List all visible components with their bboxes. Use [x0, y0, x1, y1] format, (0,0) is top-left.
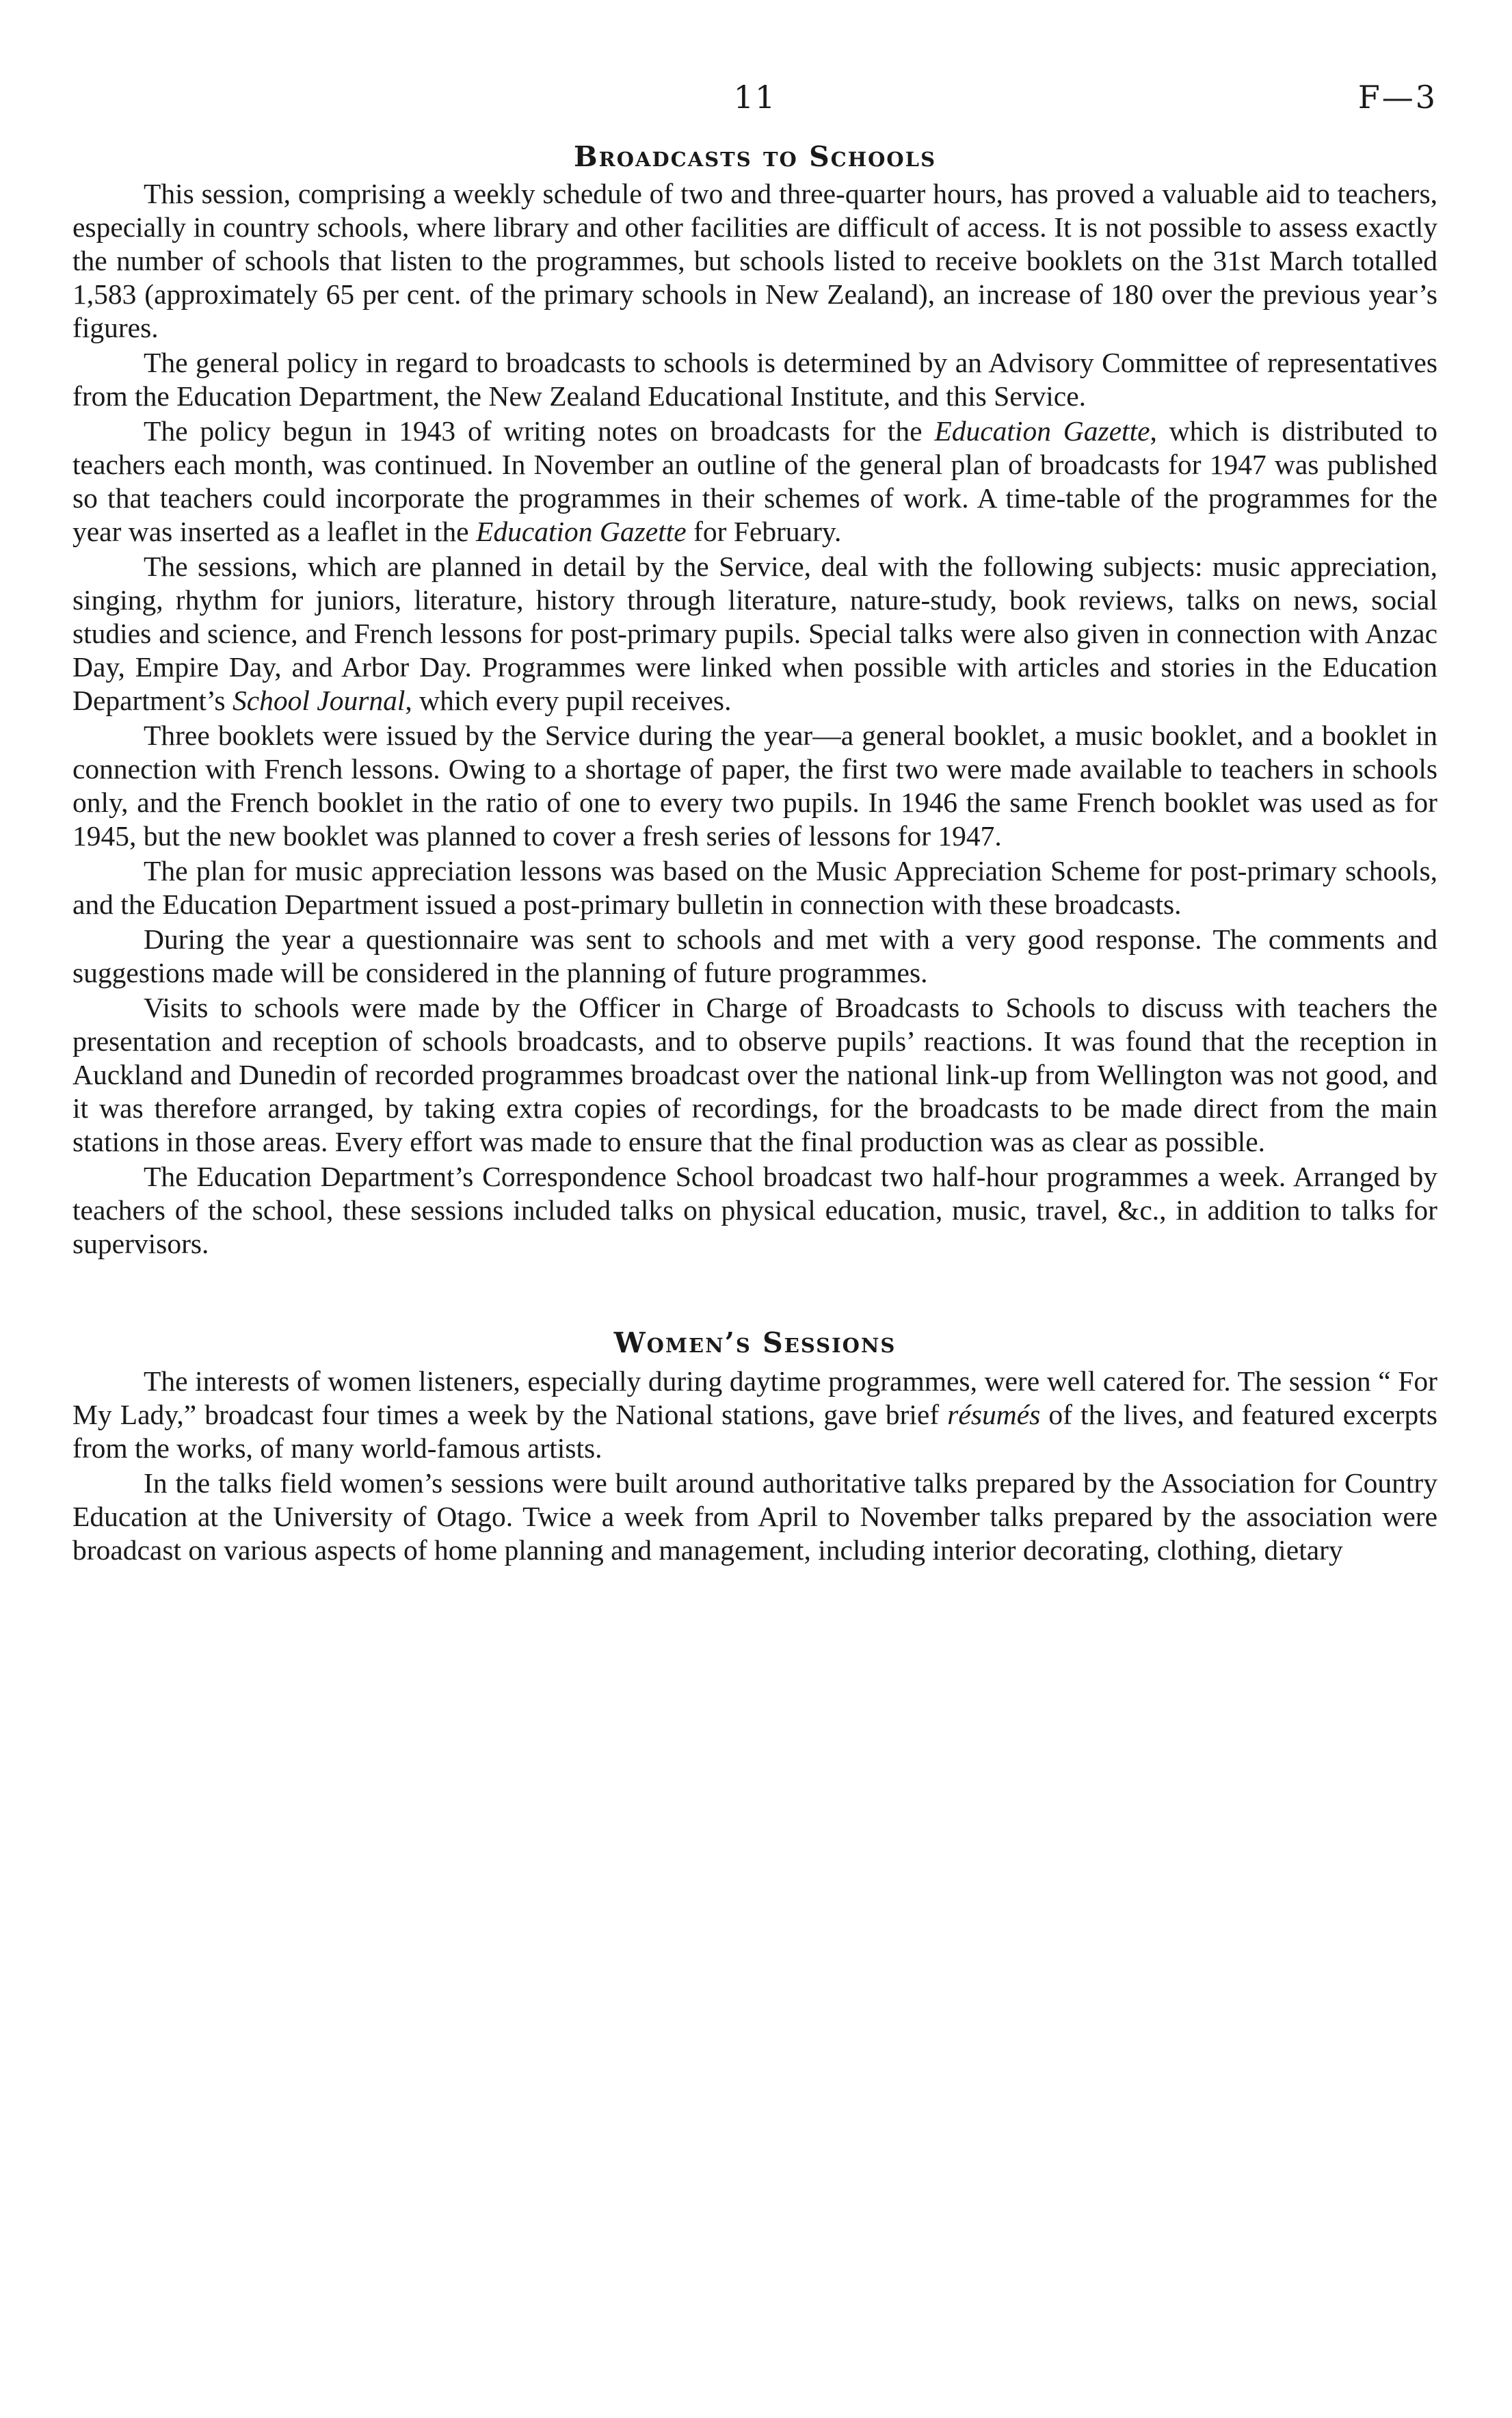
section-womens-sessions	[72, 1326, 1437, 1567]
paragraph	[72, 1365, 1437, 1465]
italic-term: résumés	[947, 1399, 1041, 1430]
paragraph: In the talks field women’s sessions were built around authoritative talks prepared by the Association for Country Education at the University of Otago. Twice a week from April to November talks prepared by the association were broadcast on various aspects of home planning and management, including interior decorating, clothing, dietary	[72, 1467, 1437, 1566]
paragraph: The plan for music appreciation lessons was based on the Music Appreciation Scheme for post-primary schools, and the Education Department issued a post-primary bulletin in connection with these broadcasts.	[72, 855, 1437, 920]
paragraph	[72, 550, 1437, 718]
paragraph: Visits to schools were made by the Officer in Charge of Broadcasts to Schools to discuss with teachers the presentation and reception of schools broadcasts, and to observe pupils’ reactions. It was found that the reception in Auckland and Dunedin of recorded programmes broadcast over the national link-up from Wellington was not good, and it was therefore arranged, by taking extra copies of recordings, for the broadcasts to be made direct from the main stations in those areas. Every effort was made to ensure that the final production was as clear as possible.	[72, 992, 1437, 1157]
paragraph	[72, 415, 1437, 549]
publication-title: Education Gazette	[475, 516, 687, 547]
document-page	[72, 79, 1437, 1568]
paragraph: The Education Department’s Correspondence School broadcast two half-hour programmes a week. Arranged by teachers of the school, these sessions included talks on physical education, music, travel, &c., in addition to talks for supervisors.	[72, 1161, 1437, 1259]
paragraph: This session, comprising a weekly schedule of two and three-quarter hours, has proved a valuable aid to teachers, especially in country schools, where library and other facilities are difficult of access. It is not possible to assess exactly the number of schools that listen to the programmes, but schools listed to receive booklets on the 31st March totalled 1,583 (approximately 65 per cent. of the primary schools in New Zealand), an increase of 180 over the previous year’s figures.	[72, 178, 1437, 343]
section-broadcasts-to-schools	[72, 140, 1437, 1261]
paragraph: The general policy in regard to broadcasts to schools is determined by an Advisory Committee of representatives from the Education Department, the New Zealand Educational Institute, and this Service.	[72, 347, 1437, 412]
text-run: , which every pupil receives.	[405, 685, 732, 716]
section-title: Broadcasts to Schools	[573, 140, 937, 173]
text-run: of the lives, and featured excerpts from the works, of many world-famous artists.	[72, 1399, 1437, 1464]
page-number: 11	[733, 79, 777, 116]
page-header	[72, 79, 1437, 140]
section-title: Women’s Sessions	[613, 1326, 897, 1359]
text-run: for February.	[686, 516, 842, 547]
paper-reference: F—3	[1357, 79, 1437, 116]
text-run: The policy begun in 1943 of writing notes on broadcasts for the	[144, 415, 935, 447]
paragraph: During the year a questionnaire was sent to schools and met with a very good response. The comments and suggestions made will be considered in the planning of future programmes.	[72, 923, 1437, 988]
publication-title: School Journal	[232, 685, 406, 716]
paragraph: Three booklets were issued by the Service during the year—a general booklet, a music booklet, and a booklet in connection with French lessons. Owing to a shortage of paper, the first two were made available to teachers in schools only, and the French booklet in the ratio of one to every two pupils. In 1946 the same French booklet was used as for 1945, but the new booklet was planned to cover a fresh series of lessons for 1947.	[72, 720, 1437, 852]
text-run: , which is distributed to teachers each month, was continued. In November an outline of the general plan of broadcasts for 1947 was published so that teachers could incorporate the programmes in their schemes of work. A time-table of the programmes for the year was inserted as a leaflet in the	[72, 415, 1438, 547]
text-run: The interests of women listeners, especially during daytime programmes, were well catered for. The session “ For My Lady,” broadcast four times a week by the National stations, gave brief	[72, 1365, 1437, 1430]
text-run: The sessions, which are planned in detail by the Service, deal with the following subjects: music appreciation, singing, rhythm for juniors, literature, history through literature, nature-study, book reviews, talks on news, social studies and science, and French lessons for post-primary pupils. Special talks were also given in connection with Anzac Day, Empire Day, and Arbor Day. Programmes were linked when possible with articles and stories in the Education Department’s	[72, 551, 1437, 716]
publication-title: Education Gazette	[934, 415, 1150, 447]
